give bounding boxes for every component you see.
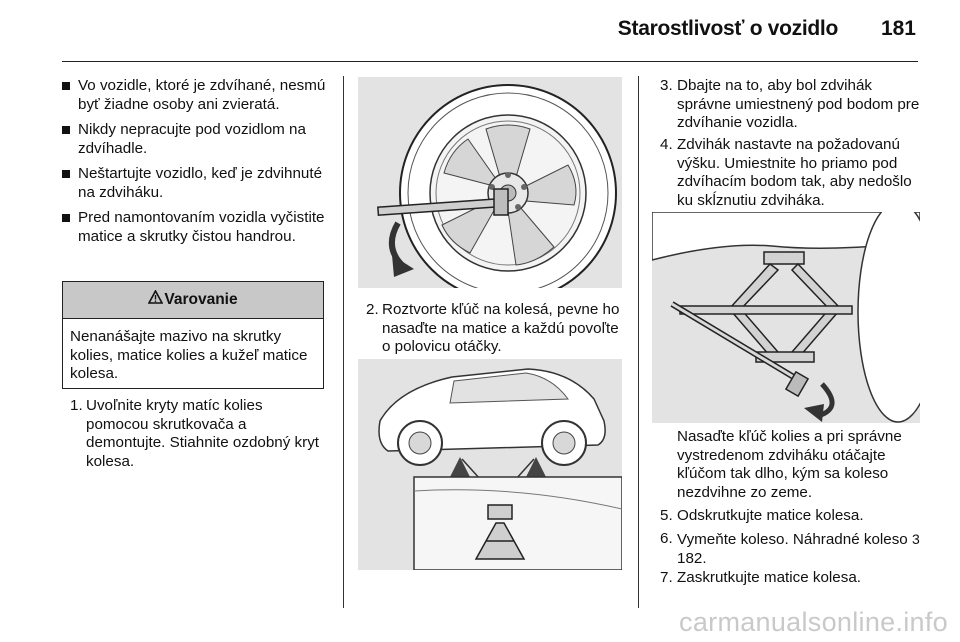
watermark: carmanualsonline.info bbox=[679, 607, 948, 637]
step-number: 1. bbox=[70, 397, 83, 414]
warning-box bbox=[62, 281, 324, 389]
page-reference-arrow-icon[interactable]: 3 bbox=[912, 531, 920, 547]
warning-header bbox=[63, 282, 323, 319]
bullet-square-icon bbox=[62, 170, 70, 178]
step-text: Zaskrutkujte matice kolesa. bbox=[677, 569, 862, 586]
page-reference-link[interactable]: 182. bbox=[677, 549, 707, 567]
step-number: 4. bbox=[660, 136, 673, 153]
step-text: Roztvorte kľúč na kolesá, pevne ho nasaďte na matice a každú povoľte o polovicu otáčky. bbox=[382, 301, 620, 355]
step-text: Dbajte na to, aby bol zdvihák správne umiestnený pod bodom pre zdvíhanie vozidla. bbox=[677, 77, 920, 131]
warning-triangle-icon bbox=[148, 290, 163, 310]
car-jack-points-illustration bbox=[358, 359, 622, 570]
page-header bbox=[62, 0, 918, 62]
column-divider-1 bbox=[343, 76, 344, 608]
warning-body: Nenanášajte mazivo na skrutky kolies, matice kolies a kužeľ matice kolesa. bbox=[70, 328, 308, 382]
step-number: 5. bbox=[660, 507, 673, 524]
step-text: Vymeňte koleso. Náhradné koleso 3 182. bbox=[677, 531, 920, 567]
list-item: Vo vozidle, ktoré je zdvíhané, nesmú byť žiadne osoby ani zvieratá. bbox=[62, 77, 328, 114]
step-number: 6. bbox=[660, 530, 673, 547]
bullet-square-icon bbox=[62, 214, 70, 222]
page-number: 181 bbox=[880, 17, 916, 40]
safety-bullet-list bbox=[62, 77, 328, 253]
section-title: Starostlivosť o vozidlo bbox=[617, 17, 838, 40]
list-item: Nikdy nepracujte pod vozidlom na zdvíhadle. bbox=[62, 121, 328, 158]
step-number: 3. bbox=[660, 77, 673, 94]
warning-title: Varovanie bbox=[164, 290, 238, 308]
step-text: Odskrutkujte matice kolesa. bbox=[677, 507, 864, 524]
step-text: Uvoľnite kryty matíc kolies pomocou skrutkovača a demontujte. Stiahnite ozdobný kryt kolesa. bbox=[86, 397, 320, 470]
bullet-square-icon bbox=[62, 126, 70, 134]
step-number: 7. bbox=[660, 569, 673, 586]
step-text: Zdvihák nastavte na požadovanú výšku. Umiestnite ho priamo pod zdvíhacím bodom tak, aby nedošlo ku skĺznutiu zdviháka. bbox=[677, 136, 912, 209]
list-item: Pred namontovaním vozidla vyčistite matice a skrutky čistou handrou. bbox=[62, 209, 328, 246]
bullet-square-icon bbox=[62, 82, 70, 90]
step-number: 2. bbox=[366, 301, 379, 318]
wheel-wrench-illustration bbox=[358, 77, 622, 288]
jack-crank-illustration bbox=[652, 212, 920, 423]
column-divider-2 bbox=[638, 76, 639, 608]
step-4-note: Nasaďte kľúč kolies a pri správne vystredenom zdviháku otáčajte kľúčom tak dlho, kým sa koleso nezdvihne zo zeme. bbox=[677, 428, 902, 501]
list-item: Neštartujte vozidlo, keď je zdvihnuté na zdviháku. bbox=[62, 165, 328, 202]
